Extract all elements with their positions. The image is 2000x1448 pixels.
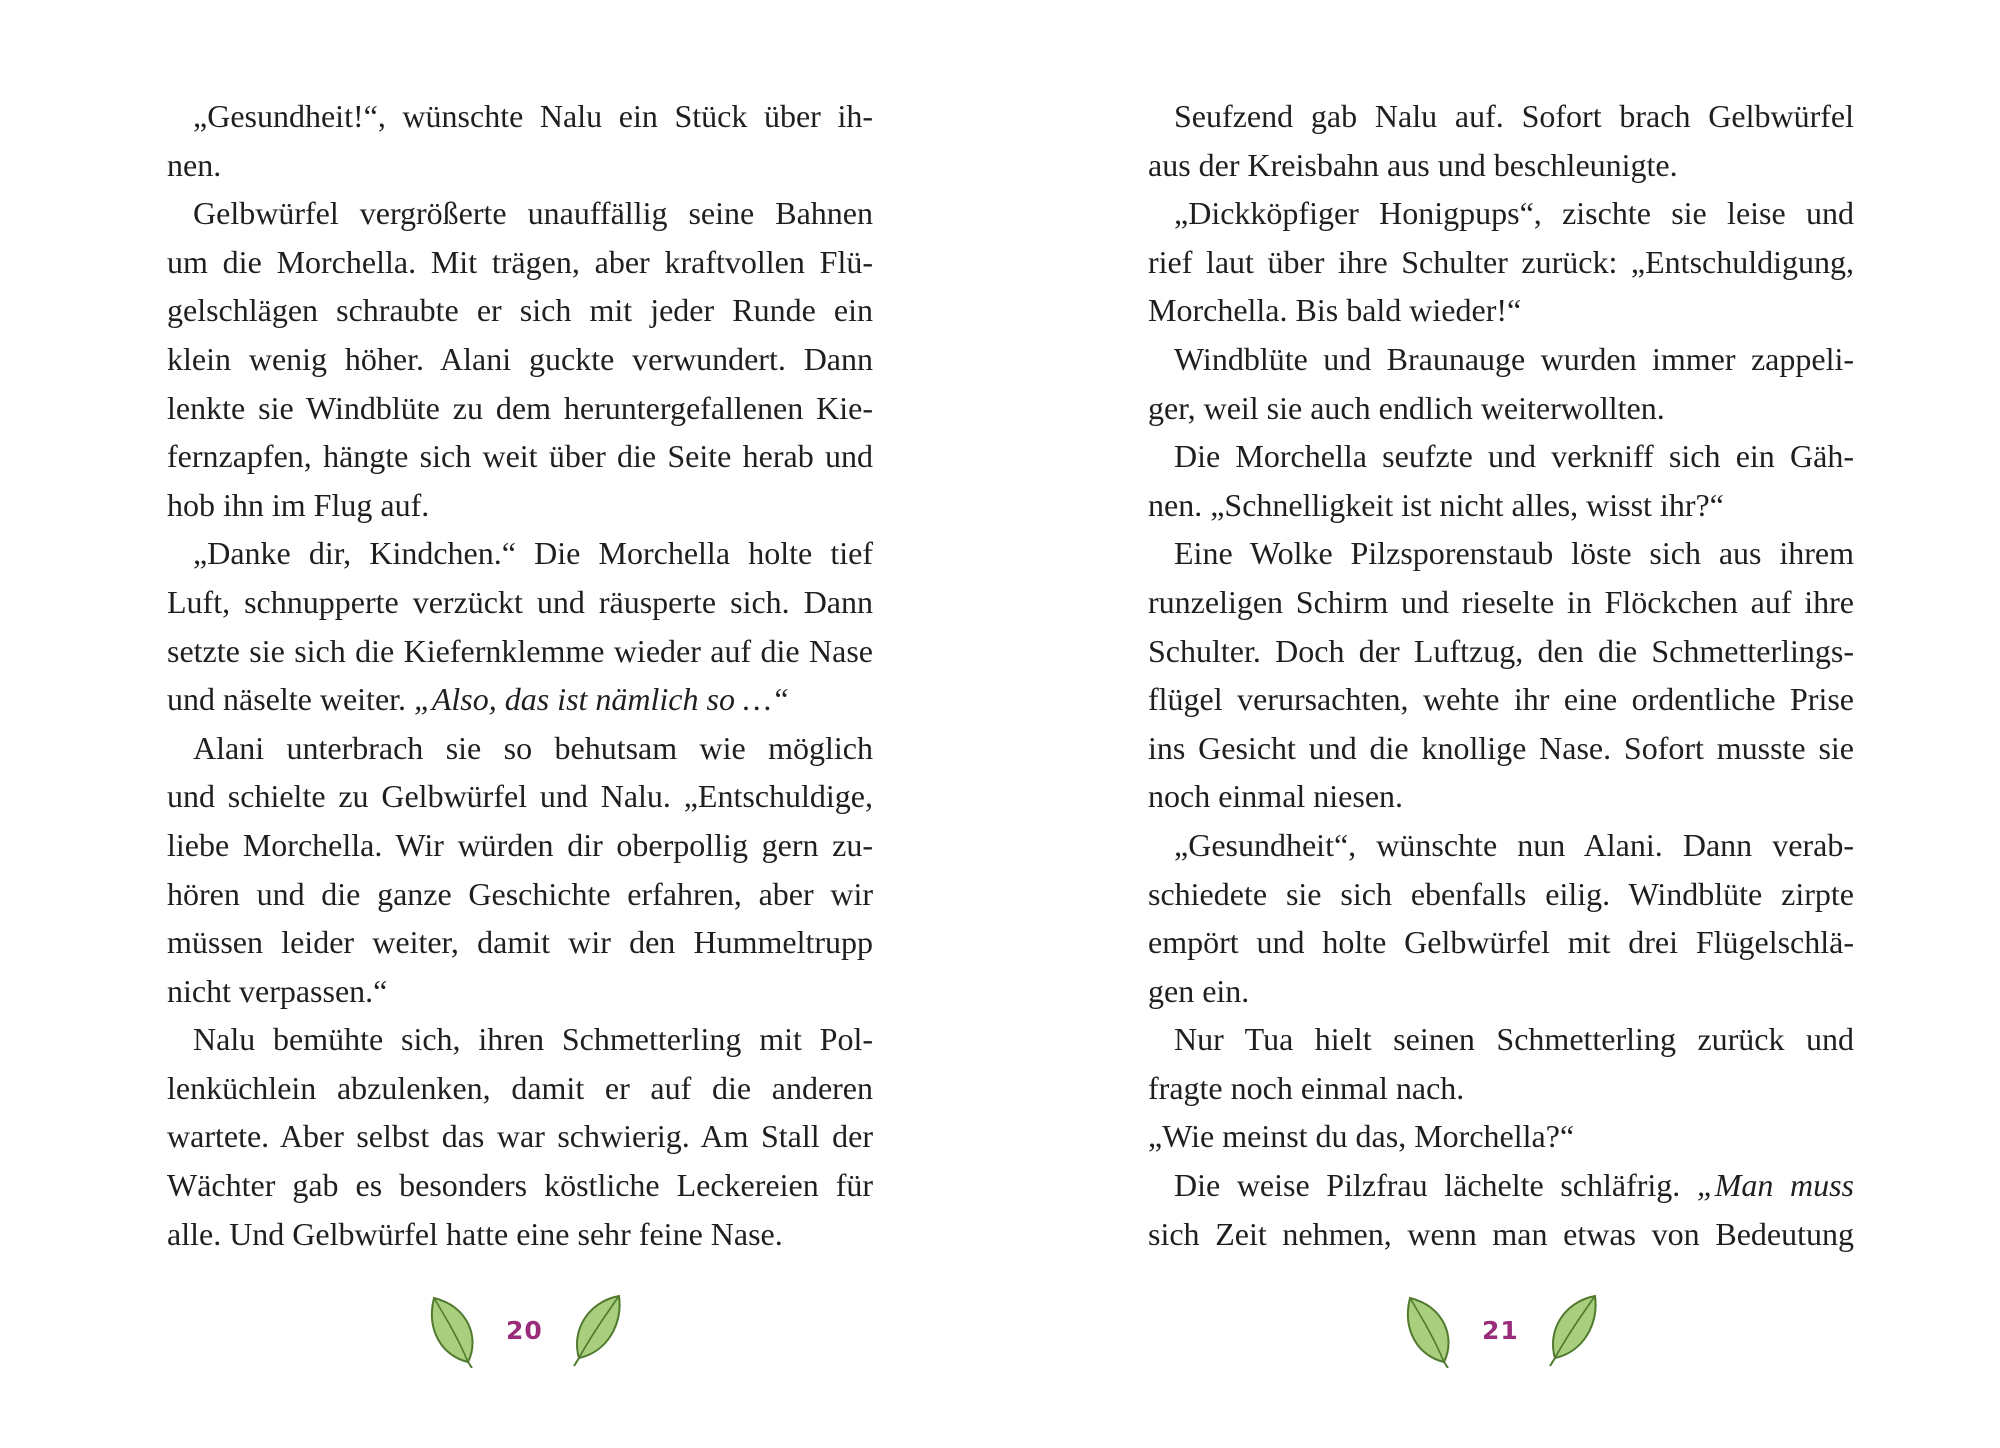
text-line: lenküchlein abzulenken, damit er auf die anderen [167,1069,873,1106]
page-number: 21 [1482,1315,1519,1345]
text-line: fernzapfen, hängte sich weit über die Seite herab und [167,438,873,475]
text-line: alle. Und Gelbwürfel hatte eine sehr feine Nase. [167,1215,783,1252]
text-line: gen ein. [1148,972,1250,1009]
italic-speech: „Also, das ist nämlich so …“ [414,681,790,718]
leaf-icon [1545,1292,1601,1368]
text-line: fragte noch einmal nach. [1148,1069,1465,1106]
text-line: Nur Tua hielt seinen Schmetterling zurück und [1174,1021,1854,1058]
text-line: Morchella. Bis bald wieder!“ [1148,292,1522,329]
text-line: gelschlägen schraubte er sich mit jeder Runde ein [167,292,873,329]
text-line: aus der Kreisbahn aus und beschleunigte. [1148,146,1678,183]
text-line: „Wie meinst du das, Morchella?“ [1148,1118,1575,1155]
text-line: lenkte sie Windblüte zu dem heruntergefallenen Kie- [167,389,873,426]
leaf-icon [569,1292,625,1368]
text-line: noch einmal niesen. [1148,778,1404,815]
text-line: ger, weil sie auch endlich weiterwollten. [1148,389,1665,426]
text-line: Alani unterbrach sie so behutsam wie möglich [193,729,873,766]
text-line-start: Die weise Pilzfrau lächelte schläfrig. [1174,1167,1681,1204]
text-line: Gelbwürfel vergrößerte unauffällig seine Bahnen [193,195,873,232]
text-line: setzte sie sich die Kiefernklemme wieder auf die Nase [167,632,873,669]
right-page-text [1148,92,1854,1258]
text-line: rief laut über ihre Schulter zurück: „Entschuldigung, [1148,243,1854,280]
text-line: und schielte zu Gelbwürfel und Nalu. „Entschuldige, [167,778,873,815]
text-line: empört und holte Gelbwürfel mit drei Flügelschlä- [1148,924,1854,961]
text-line: Die Morchella seufzte und verkniff sich ein Gäh- [1174,438,1854,475]
text-line: hob ihn im Flug auf. [167,486,430,523]
left-page-footer [424,1290,625,1370]
italic-speech: „Man muss [1696,1167,1855,1204]
text-line: Wächter gab es besonders köstliche Leckereien für [167,1167,873,1204]
text-line: „Danke dir, Kindchen.“ Die Morchella holte tief [193,535,873,572]
right-page-footer [1400,1290,1601,1370]
text-line: Schulter. Doch der Luftzug, den die Schmetterlings- [1148,632,1854,669]
text-line-start: und näselte weiter. [167,681,407,718]
text-line-italic: sich Zeit nehmen, wenn man etwas von Bedeutung [1148,1215,1854,1252]
leaf-icon [1400,1292,1456,1368]
text-line: schiedete sie sich ebenfalls eilig. Windblüte zirpte [1148,875,1854,912]
text-line: müssen leider weiter, damit wir den Hummeltrupp [167,924,873,961]
text-line: nen. [167,146,222,183]
text-line: klein wenig höher. Alani guckte verwundert. Dann [167,340,873,377]
text-line [1148,1161,1854,1210]
text-line: runzeligen Schirm und rieselte in Flöckchen auf ihre [1148,583,1854,620]
text-line: nicht verpassen.“ [167,972,388,1009]
text-line: hören und die ganze Geschichte erfahren, aber wir [167,875,873,912]
text-line: Seufzend gab Nalu auf. Sofort brach Gelbwürfel [1174,98,1854,134]
text-line: ins Gesicht und die knollige Nase. Sofort musste sie [1148,729,1854,766]
leaf-icon [424,1292,480,1368]
text-line: Nalu bemühte sich, ihren Schmetterling mit Pol- [193,1021,873,1058]
page-number: 20 [506,1315,543,1345]
text-line: Luft, schnupperte verzückt und räusperte sich. Dann [167,583,873,620]
text-line: flügel verursachten, wehte ihr eine ordentliche Prise [1148,681,1854,718]
text-line [167,675,873,724]
text-line: um die Morchella. Mit trägen, aber kraftvollen Flü- [167,243,873,280]
text-line: wartete. Aber selbst das war schwierig. Am Stall der [167,1118,873,1155]
text-line: nen. „Schnelligkeit ist nicht alles, wisst ihr?“ [1148,486,1724,523]
text-line: Eine Wolke Pilzsporenstaub löste sich aus ihrem [1174,535,1854,572]
text-line: „Gesundheit“, wünschte nun Alani. Dann verab- [1174,826,1854,863]
text-line: „Dickköpfiger Honigpups“, zischte sie leise und [1174,195,1854,232]
text-line: liebe Morchella. Wir würden dir oberpollig gern zu- [167,826,873,863]
text-line: Windblüte und Braunauge wurden immer zappeli- [1174,340,1854,377]
left-page-text [167,92,873,1258]
text-line: „Gesundheit!“, wünschte Nalu ein Stück über ih- [193,98,873,134]
